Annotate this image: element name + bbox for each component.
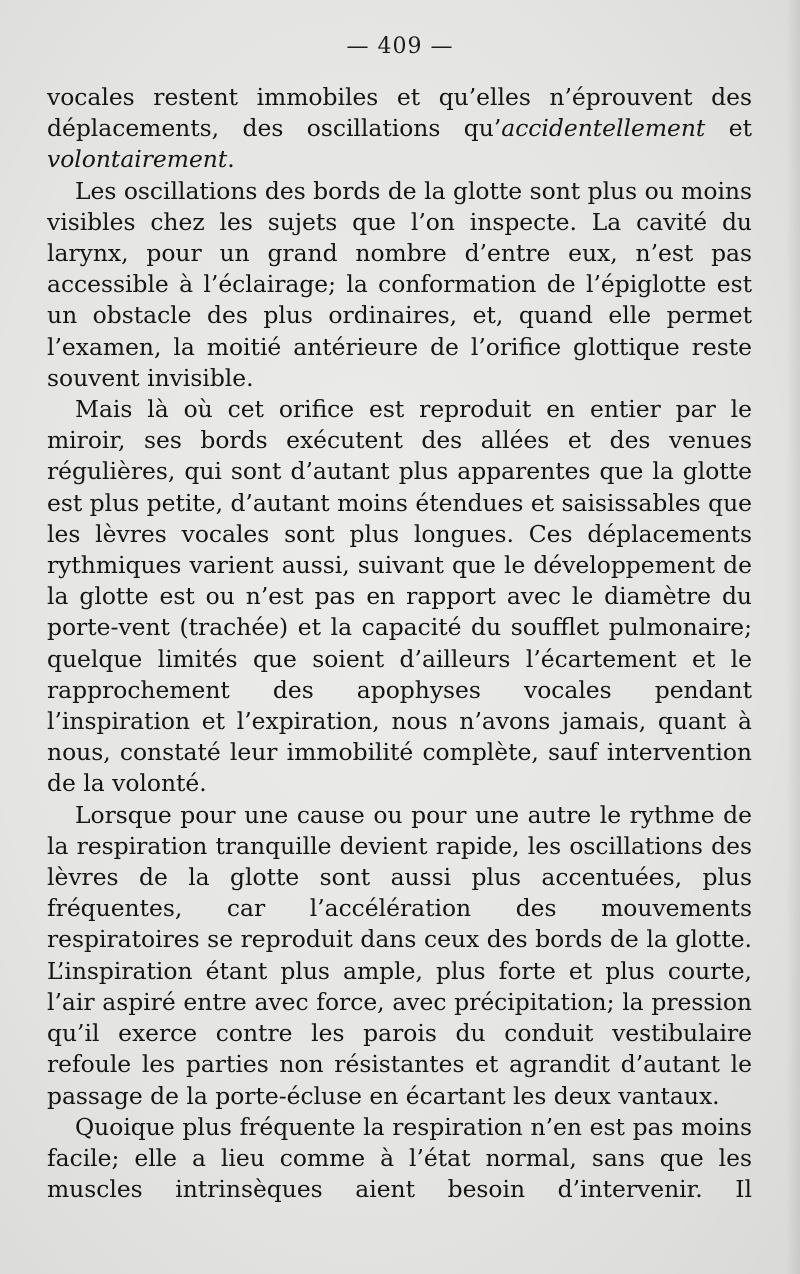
paragraph-4: Lorsque pour une cause ou pour une autre le rythme de la respiration tranquille devient rapide, les oscillations des lèvres de la glotte sont aussi plus accentuées, plus fréquentes, car l’accélération des mouvements respiratoires se reproduit dans ceux des bords de la glotte. L’inspiration étant plus ample, plus forte et plus courte, l’air aspiré entre avec force, avec précipitation; la pression qu’il exerce contre les parois du conduit vestibulaire refoule les parties non résistantes et agrandit d’autant le passage de la porte-écluse en écartant les deux vantaux. (47, 800, 752, 1110)
paragraph-5: Quoique plus fréquente la respiration n’en est pas moins facile; elle a lieu comme à l’état normal, sans que les muscles intrinsèques aient besoin d’intervenir. Il (47, 1112, 752, 1204)
paragraph-2: Les oscillations des bords de la glotte sont plus ou moins visibles chez les sujets que l’on inspecte. La cavité du larynx, pour un grand nombre d’entre eux, n’est pas accessible à l’éclairage; la conformation de l’épiglotte est un obstacle des plus ordinaires, et, quand elle permet l’examen, la moitié antérieure de l’orifice glottique reste souvent invisible. (47, 176, 752, 392)
paragraph-3: Mais là où cet orifice est reproduit en entier par le miroir, ses bords exécutent des allées et des venues régulières, qui sont d’autant plus apparentes que la glotte est plus petite, d’autant moins étendues et saisissables que les lèvres vocales sont plus longues. Ces déplacements rythmiques varient aussi, suivant que le développement de la glotte est ou n’est pas en rapport avec le diamètre du porte-vent (trachée) et la capacité du soufflet pulmonaire; quelque limités que soient d’ailleurs l’écartement et le rapprochement des apophyses vocales pendant l’inspiration et l’expiration, nous n’avons jamais, quant à nous, constaté leur immobilité complète, sauf intervention de la volonté. (47, 395, 752, 798)
paragraph-1-connector: et (705, 114, 752, 143)
paragraph-1 (47, 82, 752, 176)
paragraph-1-end: . (227, 145, 235, 174)
italic-accidentellement: accidentellement (501, 114, 706, 143)
page-edge-shadow (786, 0, 800, 1274)
paragraph-1-text: vocales restent immobiles et qu’elles n’éprouvent des déplacements, des oscillations qu’ (47, 83, 752, 143)
italic-volontairement: volontairement (47, 145, 228, 174)
page-number: — 409 — (346, 34, 454, 59)
body-text (47, 82, 752, 1205)
